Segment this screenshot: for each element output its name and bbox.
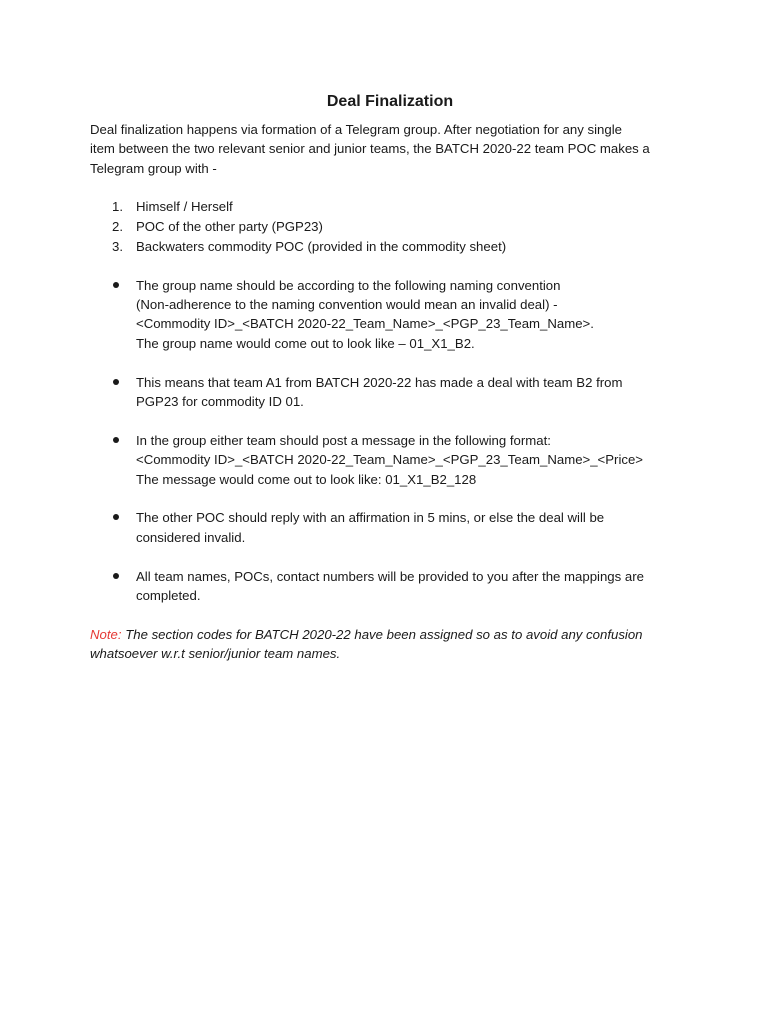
bullet-line: considered invalid. [136,529,246,545]
bullet-list [90,276,690,606]
item-number: 1. [112,199,123,215]
page-title: Deal Finalization [326,93,454,110]
note-label: Note: [90,626,122,642]
item-number: 3. [112,238,123,254]
bullet-line: All team names, POCs, contact numbers will be provided to you after the mappings are [136,568,644,584]
intro-line: item between the two relevant senior and junior teams, the BATCH 2020-22 team POC makes a [90,141,650,157]
item-number: 2. [112,219,123,235]
bullet-item [90,373,690,412]
bullet-line: The message would come out to look like: 01_X1_B2_128 [136,471,477,487]
item-text: Himself / Herself [136,199,233,215]
bullet-icon [113,282,119,288]
bullet-item [90,276,690,354]
bullet-icon [113,379,119,385]
bullet-item [90,431,690,489]
numbered-list [90,197,690,256]
bullet-line: PGP23 for commodity ID 01. [136,394,304,410]
bullet-line: The group name should be according to the following naming convention [136,277,561,293]
bullet-line: completed. [136,588,201,604]
bullet-item [90,567,690,606]
bullet-line: <Commodity ID>_<BATCH 2020-22_Team_Name>_<PGP_23_Team_Name>. [136,316,594,332]
intro-line: Telegram group with - [90,160,217,176]
bullet-line: The group name would come out to look like – 01_X1_B2. [136,335,475,351]
bullet-icon [113,437,119,443]
bullet-line: In the group either team should post a message in the following format: [136,432,551,448]
numbered-item [90,237,690,257]
bullet-icon [113,514,119,520]
intro-line: Deal finalization happens via formation of a Telegram group. After negotiation for any single [90,122,622,137]
intro-paragraph [90,120,690,178]
note-paragraph [90,625,690,664]
bullet-item [90,508,690,547]
bullet-line: <Commodity ID>_<BATCH 2020-22_Team_Name>_<PGP_23_Team_Name>_<Price> [136,452,644,468]
bullet-line: This means that team A1 from BATCH 2020-22 has made a deal with team B2 from [136,374,623,390]
item-text: Backwaters commodity POC (provided in the commodity sheet) [136,238,507,254]
bullet-line: The other POC should reply with an affirmation in 5 mins, or else the deal will be [136,510,605,526]
bullet-line: (Non-adherence to the naming convention would mean an invalid deal) - [136,297,558,313]
document-page [90,92,690,664]
bullet-icon [113,573,119,579]
numbered-item [90,197,690,217]
note-line: whatsoever w.r.t senior/junior team names. [90,646,341,662]
note-line: The section codes for BATCH 2020-22 have been assigned so as to avoid any confusion [121,626,643,642]
item-text: POC of the other party (PGP23) [136,219,323,235]
numbered-item [90,217,690,237]
